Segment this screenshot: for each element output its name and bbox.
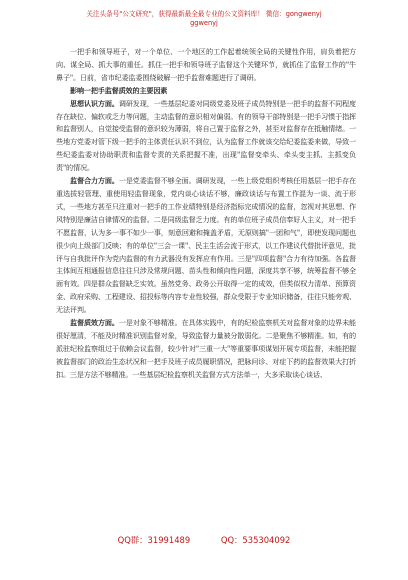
paragraph-quality <box>56 317 356 382</box>
intro-paragraph: 一把手和领导班子，对一个单位、一个地区的工作起着统领全局的关键性作用，肩负着把方向、谋全局、抓大事的重任。抓住一把手和领导班子监督这个关键环节，就抓住了监督工作的"牛鼻子"。日前，省市纪委监委围绕破解一把手监督难题进行了调研。 <box>56 47 356 82</box>
paragraph-lead: 监督合力方面。 <box>70 176 119 186</box>
paragraph-thinking <box>56 98 356 175</box>
paragraph-text: 一是对象不够精准。在具体实践中，有的纪检监察机关对监督对象的边界未能很好厘清，不能及时精准识别监督对象，导致监督力量被分散弱化。二是聚焦不够精准。如，有的派驻纪检监察组过于依赖会议监督，较少针对"三重一大"等重要事项谋划开展专项监督，未能把握被监督部门的政治生态状况和一把手及班子成员履职情况，把脉问诊、对症下药的监督效果大打折扣。三是方法不够精准。一些基层纪检监察机关监督方式方法单一，大多采取谈心谈话、 <box>56 318 356 379</box>
page-footer <box>0 534 408 546</box>
page-header <box>0 10 408 28</box>
header-promo-line: 关注头条号"公文研究"，获得最新最全最专业的公文资料库！ 微信：gongwenyj <box>86 10 322 18</box>
article-body <box>56 46 356 382</box>
paragraph-synergy <box>56 175 356 317</box>
footer-qq: QQ：535304092 <box>220 535 291 545</box>
paragraph-text: 调研发现，一些基层纪委对同级党委及班子成员特别是一把手的监督不同程度存在缺位、偏软或乏力等问题，主动监督的意识相对偏弱。有的领导干部特别是一把手习惯于指挥和监督别人，自觉接受监督的意识较为薄弱，将自己置于监督之外，甚至对监督存在抵触情绪。一些地方党委对管下级一把手的主体责任认识不到位，认为监督工作就该交给纪委监委来做，导致一些纪委监委对协助职责和监督专责的关系把握不准，出现"监督变牵头、牵头变主抓、主抓变负责"的情况。 <box>56 98 356 173</box>
paragraph-text: 一是党委监督不够全面。调研发现，一些上级党组织考核任用基层一把手存在重选拔轻管理、重使用轻监督现象，党内谈心谈话不够，廉政谈话与布置工作混为一谈、流于形式，一些地方甚至只注重对一把手的工作业绩特别是经济指标完成情况的监督，忽视对其思想、作风特别是廉洁自律情况的监督。二是同级监督乏力度。有的单位班子成员信奉好人主义，对一把手不愿监督，认为多一事不如少一事，刻意回避和掩盖矛盾，无原则搞"一团和气"，即使发现问题也很少向上级部门反映；有的单位"三会一课"、民主生活会流于形式，以工作建议代替批评意见，批评与自我批评作为党内监督的有力武器没有发挥应有作用。三是"四项监督"合力有待加强。各监督主体间互相通报信息往往只涉及常规问题、苗头性和倾向性问题，深度共享不够，统筹监督不够全面有效。四是群众监督缺乏实效。虽然党务、政务公开取得一定的成效，但类似权力清单、预算资金、政府采购、工程建设、招投标等内容专业性较强，群众受限于专业知识储备，往往只能旁观、无法评判。 <box>56 176 356 315</box>
header-wechat-suffix: ggwenyj <box>190 19 218 27</box>
footer-qq-group: QQ群：31991489 <box>117 535 191 545</box>
paragraph-lead: 监督质效方面。 <box>70 318 119 328</box>
section-heading: 影响一把手监督质效的主要因素 <box>70 85 168 95</box>
paragraph-lead: 思想认识方面。 <box>70 98 119 108</box>
